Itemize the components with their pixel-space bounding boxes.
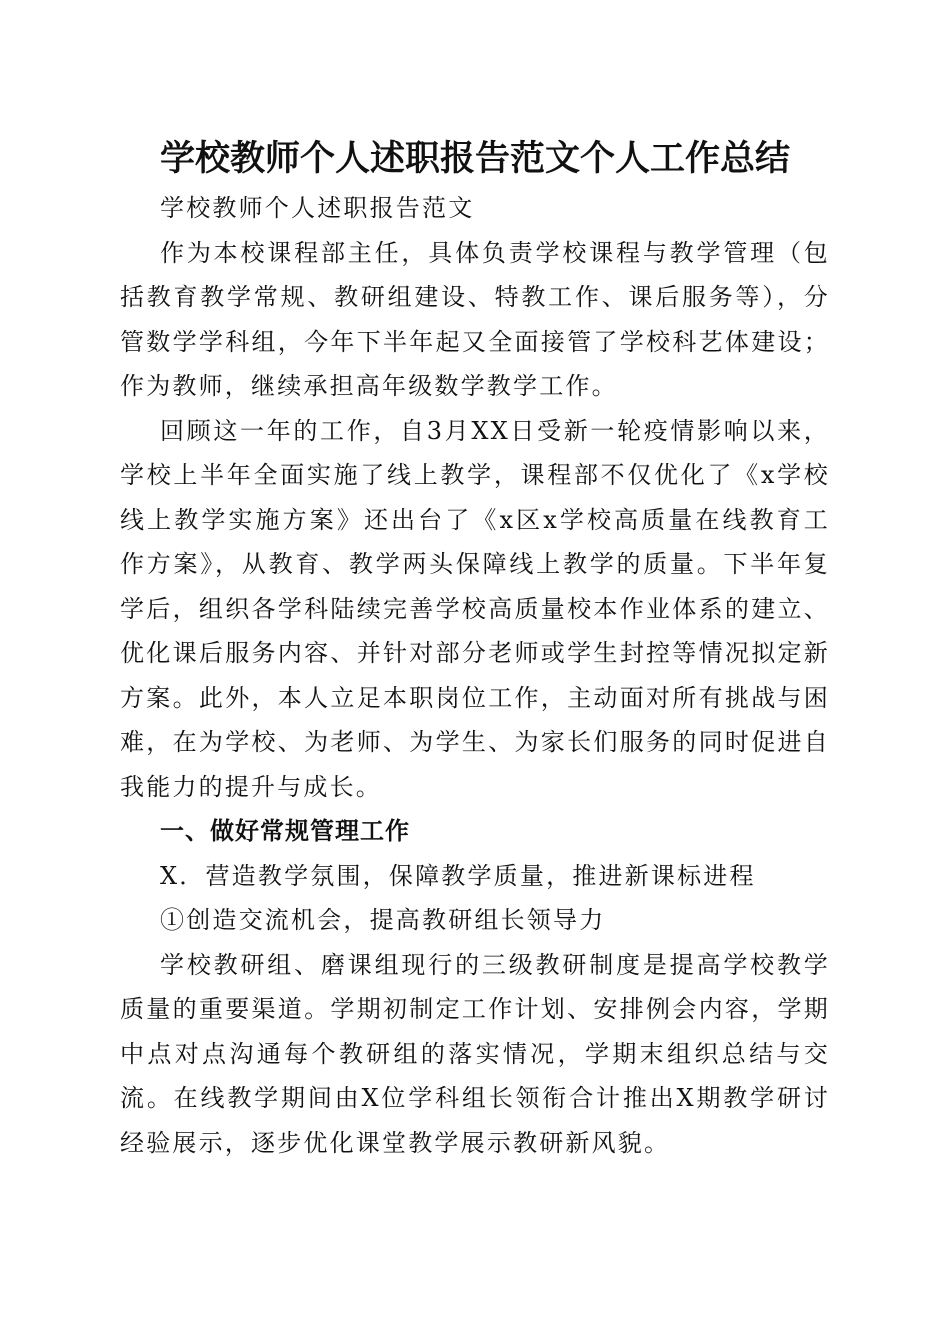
sub-heading: X．营造教学氛围，保障教学质量，推进新课标进程 [160,861,756,890]
section-heading: 一、做好常规管理工作 [160,817,410,845]
paragraph-review: 回顾这一年的工作，自3月XX日受新一轮疫情影响以来，学校上半年全面实施了线上教学，课程部不仅优化了《x学校线上教学实施方案》还出台了《x区x学校高质量在线教育工作方案》，从教育、教学两头保障线上教学的质量。下半年复学后，组织各学科陆续完善学校高质量校本作业体系的建立、优化课后服务内容、并针对部分老师或学生封控等情况拟定新方案。此外，本人立足本职岗位工作，主动面对所有挑战与困难，在为学校、为老师、为学生、为家长们服务的同时促进自我能力的提升与成长。 [120,416,830,801]
paragraph-teaching-research: 学校教研组、磨课组现行的三级教研制度是提高学校教学质量的重要渠道。学期初制定工作计划、安排例会内容，学期中点对点沟通每个教研组的落实情况，学期末组织总结与交流。在线教学期间由X位学科组长领衔合计推出X期教学研讨经验展示，逐步优化课堂教学展示教研新风貌。 [120,950,830,1157]
sub-sub-heading: ①创造交流机会，提高教研组长领导力 [160,906,606,934]
document-body [120,186,830,1165]
subtitle: 学校教师个人述职报告范文 [160,194,475,222]
paragraph-intro: 作为本校课程部主任，具体负责学校课程与教学管理（包括教育教学常规、教研组建设、特教工作、课后服务等），分管数学学科组，今年下半年起又全面接管了学校科艺体建设；作为教师，继续承担高年级数学教学工作。 [120,238,830,400]
document-title: 学校教师个人述职报告范文个人工作总结 [159,138,790,179]
